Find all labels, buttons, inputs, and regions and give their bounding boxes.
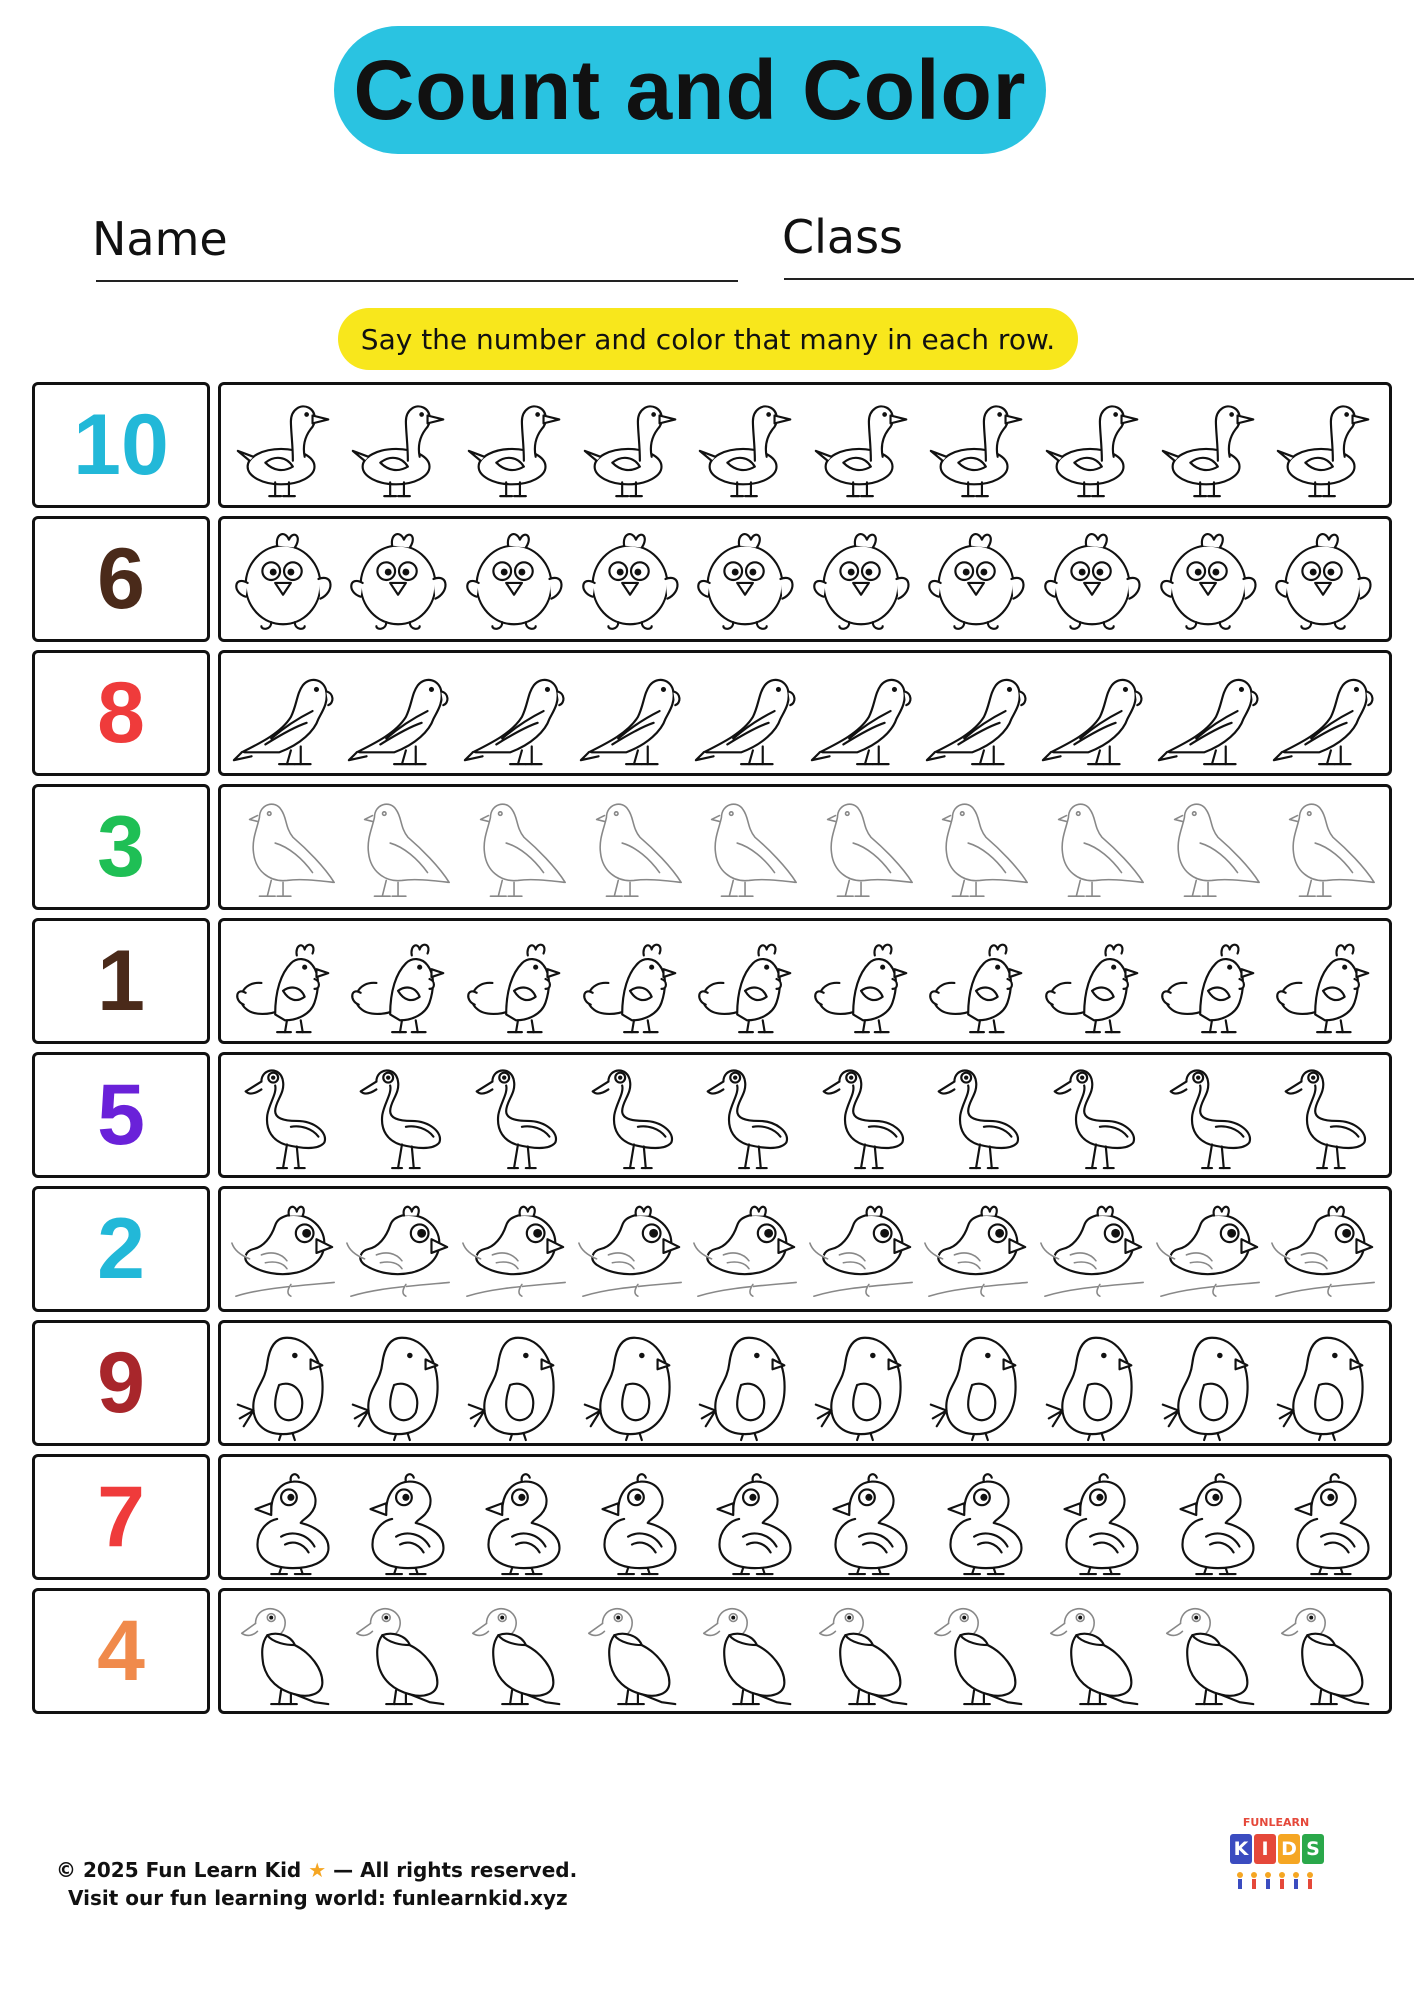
branch-bird-icon[interactable] xyxy=(809,1190,917,1308)
hen-icon[interactable] xyxy=(231,922,339,1040)
flamingo-icon[interactable] xyxy=(924,1056,1032,1174)
flamingo-icon[interactable] xyxy=(346,1056,454,1174)
copyright-text: © 2025 Fun Learn Kid xyxy=(56,1858,302,1882)
vulture-icon[interactable] xyxy=(693,1592,801,1710)
birds-strip xyxy=(218,1186,1392,1312)
row-number: 3 xyxy=(32,784,210,910)
round-bird-icon[interactable] xyxy=(1040,520,1148,638)
hen-icon[interactable] xyxy=(924,922,1032,1040)
duckling-icon[interactable] xyxy=(462,1458,570,1576)
sparrow-icon[interactable] xyxy=(462,788,570,906)
parrot-icon[interactable] xyxy=(578,654,686,772)
count-row xyxy=(32,784,1392,910)
chick-icon[interactable] xyxy=(231,1324,339,1442)
count-row xyxy=(32,516,1392,642)
round-bird-icon[interactable] xyxy=(924,520,1032,638)
round-bird-icon[interactable] xyxy=(693,520,801,638)
chick-icon[interactable] xyxy=(578,1324,686,1442)
instruction-banner: Say the number and color that many in each row. xyxy=(338,308,1078,370)
hen-icon[interactable] xyxy=(1040,922,1148,1040)
branch-bird-icon[interactable] xyxy=(346,1190,454,1308)
name-line xyxy=(96,280,738,282)
duck-icon[interactable] xyxy=(1040,386,1148,504)
parrot-icon[interactable] xyxy=(346,654,454,772)
sparrow-icon[interactable] xyxy=(1156,788,1264,906)
vulture-icon[interactable] xyxy=(809,1592,917,1710)
branch-bird-icon[interactable] xyxy=(924,1190,1032,1308)
duck-icon[interactable] xyxy=(1156,386,1264,504)
sparrow-icon[interactable] xyxy=(1040,788,1148,906)
branch-bird-icon[interactable] xyxy=(1156,1190,1264,1308)
class-line xyxy=(784,278,1414,280)
flamingo-icon[interactable] xyxy=(578,1056,686,1174)
birds-strip xyxy=(218,1588,1392,1714)
birds-strip xyxy=(218,784,1392,910)
chick-icon[interactable] xyxy=(693,1324,801,1442)
duck-icon[interactable] xyxy=(346,386,454,504)
branch-bird-icon[interactable] xyxy=(1040,1190,1148,1308)
hen-icon[interactable] xyxy=(1156,922,1264,1040)
logo-letters xyxy=(1230,1834,1324,1864)
row-number: 8 xyxy=(32,650,210,776)
duckling-icon[interactable] xyxy=(809,1458,917,1576)
name-label: Name xyxy=(92,212,228,266)
hen-icon[interactable] xyxy=(809,922,917,1040)
round-bird-icon[interactable] xyxy=(462,520,570,638)
sparrow-icon[interactable] xyxy=(809,788,917,906)
footer-visit: Visit our fun learning world: funlearnkid.xyz xyxy=(68,1886,568,1910)
kids-figures-icon xyxy=(1232,1870,1322,1892)
vulture-icon[interactable] xyxy=(924,1592,1032,1710)
duck-icon[interactable] xyxy=(1271,386,1379,504)
parrot-icon[interactable] xyxy=(462,654,570,772)
parrot-icon[interactable] xyxy=(1156,654,1264,772)
footer-copyright xyxy=(56,1858,577,1882)
count-row xyxy=(32,382,1392,508)
birds-strip xyxy=(218,1320,1392,1446)
row-number: 2 xyxy=(32,1186,210,1312)
branch-bird-icon[interactable] xyxy=(578,1190,686,1308)
count-row xyxy=(32,1052,1392,1178)
worksheet-title: Count and Color xyxy=(334,26,1046,154)
birds-strip xyxy=(218,918,1392,1044)
vulture-icon[interactable] xyxy=(1271,1592,1379,1710)
parrot-icon[interactable] xyxy=(809,654,917,772)
round-bird-icon[interactable] xyxy=(231,520,339,638)
sparrow-icon[interactable] xyxy=(924,788,1032,906)
duck-icon[interactable] xyxy=(462,386,570,504)
chick-icon[interactable] xyxy=(924,1324,1032,1442)
branch-bird-icon[interactable] xyxy=(462,1190,570,1308)
birds-strip xyxy=(218,650,1392,776)
chick-icon[interactable] xyxy=(346,1324,454,1442)
flamingo-icon[interactable] xyxy=(1040,1056,1148,1174)
duck-icon[interactable] xyxy=(578,386,686,504)
duckling-icon[interactable] xyxy=(578,1458,686,1576)
duckling-icon[interactable] xyxy=(1271,1458,1379,1576)
hen-icon[interactable] xyxy=(462,922,570,1040)
row-number: 10 xyxy=(32,382,210,508)
row-number: 1 xyxy=(32,918,210,1044)
vulture-icon[interactable] xyxy=(231,1592,339,1710)
row-number: 6 xyxy=(32,516,210,642)
sparrow-icon[interactable] xyxy=(578,788,686,906)
hen-icon[interactable] xyxy=(578,922,686,1040)
funlearn-kids-logo xyxy=(1226,1816,1326,1906)
duck-icon[interactable] xyxy=(809,386,917,504)
chick-icon[interactable] xyxy=(1271,1324,1379,1442)
duck-icon[interactable] xyxy=(924,386,1032,504)
chick-icon[interactable] xyxy=(1040,1324,1148,1442)
flamingo-icon[interactable] xyxy=(809,1056,917,1174)
hen-icon[interactable] xyxy=(693,922,801,1040)
birds-strip xyxy=(218,382,1392,508)
flamingo-icon[interactable] xyxy=(462,1056,570,1174)
round-bird-icon[interactable] xyxy=(578,520,686,638)
hen-icon[interactable] xyxy=(1271,922,1379,1040)
parrot-icon[interactable] xyxy=(1271,654,1379,772)
branch-bird-icon[interactable] xyxy=(231,1190,339,1308)
flamingo-icon[interactable] xyxy=(231,1056,339,1174)
chick-icon[interactable] xyxy=(462,1324,570,1442)
branch-bird-icon[interactable] xyxy=(693,1190,801,1308)
parrot-icon[interactable] xyxy=(693,654,801,772)
round-bird-icon[interactable] xyxy=(1271,520,1379,638)
row-number: 5 xyxy=(32,1052,210,1178)
round-bird-icon[interactable] xyxy=(1156,520,1264,638)
parrot-icon[interactable] xyxy=(231,654,339,772)
chick-icon[interactable] xyxy=(809,1324,917,1442)
vulture-icon[interactable] xyxy=(578,1592,686,1710)
duckling-icon[interactable] xyxy=(1040,1458,1148,1576)
row-number: 7 xyxy=(32,1454,210,1580)
count-row xyxy=(32,1588,1392,1714)
vulture-icon[interactable] xyxy=(1156,1592,1264,1710)
vulture-icon[interactable] xyxy=(1040,1592,1148,1710)
duckling-icon[interactable] xyxy=(693,1458,801,1576)
vulture-icon[interactable] xyxy=(462,1592,570,1710)
class-label: Class xyxy=(782,210,904,264)
round-bird-icon[interactable] xyxy=(346,520,454,638)
birds-strip xyxy=(218,516,1392,642)
logo-letter: S xyxy=(1302,1834,1324,1864)
parrot-icon[interactable] xyxy=(924,654,1032,772)
flamingo-icon[interactable] xyxy=(1271,1056,1379,1174)
duckling-icon[interactable] xyxy=(1156,1458,1264,1576)
sparrow-icon[interactable] xyxy=(693,788,801,906)
row-number: 9 xyxy=(32,1320,210,1446)
vulture-icon[interactable] xyxy=(346,1592,454,1710)
logo-letter: K xyxy=(1230,1834,1252,1864)
star-icon: ★ xyxy=(308,1858,327,1882)
logo-letter: D xyxy=(1278,1834,1300,1864)
count-row xyxy=(32,1454,1392,1580)
duckling-icon[interactable] xyxy=(924,1458,1032,1576)
count-row xyxy=(32,1320,1392,1446)
duckling-icon[interactable] xyxy=(231,1458,339,1576)
chick-icon[interactable] xyxy=(1156,1324,1264,1442)
count-row xyxy=(32,1186,1392,1312)
flamingo-icon[interactable] xyxy=(1156,1056,1264,1174)
logo-top-text: FUNLEARN xyxy=(1242,1816,1310,1829)
duck-icon[interactable] xyxy=(693,386,801,504)
birds-strip xyxy=(218,1052,1392,1178)
count-row xyxy=(32,650,1392,776)
count-row xyxy=(32,918,1392,1044)
logo-letter: I xyxy=(1254,1834,1276,1864)
duckling-icon[interactable] xyxy=(346,1458,454,1576)
duck-icon[interactable] xyxy=(231,386,339,504)
parrot-icon[interactable] xyxy=(1040,654,1148,772)
flamingo-icon[interactable] xyxy=(693,1056,801,1174)
sparrow-icon[interactable] xyxy=(1271,788,1379,906)
branch-bird-icon[interactable] xyxy=(1271,1190,1379,1308)
birds-strip xyxy=(218,1454,1392,1580)
round-bird-icon[interactable] xyxy=(809,520,917,638)
sparrow-icon[interactable] xyxy=(346,788,454,906)
sparrow-icon[interactable] xyxy=(231,788,339,906)
hen-icon[interactable] xyxy=(346,922,454,1040)
copyright-suffix: — All rights reserved. xyxy=(326,1858,578,1882)
row-number: 4 xyxy=(32,1588,210,1714)
